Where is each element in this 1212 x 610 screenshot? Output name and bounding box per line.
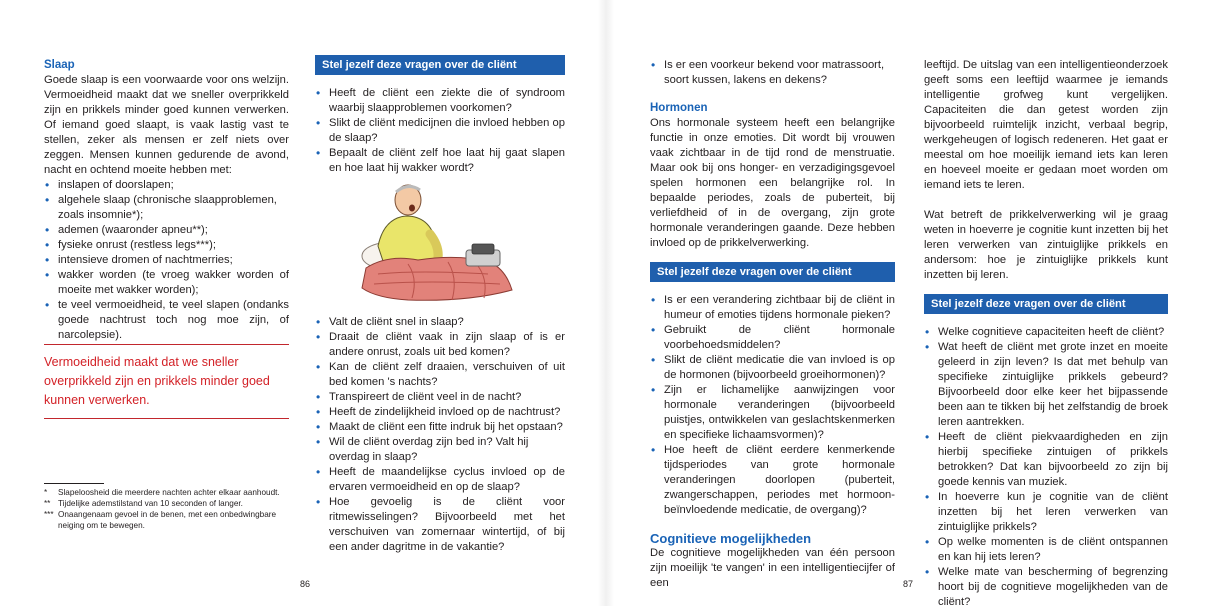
list-item: • intensieve dromen of nachtmerries; <box>44 253 289 268</box>
sleep-questions-bottom <box>315 315 565 555</box>
list-item: • ademen (waaronder apneu**); <box>44 223 289 238</box>
right-page-column-2 <box>924 58 1168 610</box>
questions-header-bar: Stel jezelf deze vragen over de cliënt <box>924 294 1168 314</box>
list-item: • Heeft de cliënt piekvaardigheden en zijn hierbij specifieke zintuigen of prikkels betrokken? Dat kan bijvoorbeeld zo zijn bij goede kennis van muziek. <box>924 430 1168 490</box>
list-item: • Gebruikt de cliënt hormonale voorbehoedsmiddelen? <box>650 323 895 353</box>
slaap-intro: Goede slaap is een voorwaarde voor ons welzijn. Vermoeidheid maakt dat we sneller overprikkeld zijn en prikkels minder goed kunnen verwerken. Of iemand goed slaapt, is vaak lastig vast te stellen, zeker als mensen er zelf niets over zeggen. Mensen kunnen gedurende de avond, nacht en ochtend moeite hebben met: <box>44 74 289 176</box>
list-item: • Hoe heeft de cliënt eerdere kenmerkende tijdsperiodes van grote hormonale veranderingen doorlopen (puberteit, zwangerschappen, periodes met hormoon-beïnvloedende medicatie, de overgang)? <box>650 443 895 518</box>
list-item: • Maakt de cliënt een fitte indruk bij het opstaan? <box>315 420 565 435</box>
hormonen-text: Ons hormonale systeem heeft een belangrijke functie in onze emoties. Dit wordt bij vrouwen vaak zichtbaar in de tijd rond de menstruatie. Maar ook bij ons honger- en verzadigingsgevoel spelen hormonen een belangrijke rol. In bepaalde periodes, zoals de puberteit, bij verliefdheid of in de overgang, zijn grote hormonale veranderingen gaande. Deze hebben invloed op de prikkelverwerking. <box>650 117 895 249</box>
sleeping-man-illustration <box>348 178 520 306</box>
footnote-text: Slapeloosheid die meerdere nachten achter elkaar aanhoudt. <box>58 488 280 497</box>
left-page-column-2 <box>315 55 565 176</box>
cognitie-text-1: leeftijd. De uitslag van een intelligentieonderzoek geeft soms een leeftijd waarmee je iemands intelligentie grofweg kunt vergelijken. Capaciteiten die dan getest worden zijn bijvoorbeeld ruimtelijk inzicht, verbaal begrip, werkgeheugen of logisch redeneren. Het gaat er meestal om hoe moeilijk iemand iets kan leren en hoeveel moeite er gedaan moet worden om iemand iets te leren. <box>924 59 1168 191</box>
list-item: • fysieke onrust (restless legs***); <box>44 238 289 253</box>
footnote-mark: * <box>44 488 48 497</box>
footnotes <box>44 483 289 531</box>
footnote <box>44 498 289 509</box>
footnote-mark: ** <box>44 499 51 508</box>
list-item: • Heeft de maandelijkse cyclus invloed op de ervaren vermoeidheid en op de slaap? <box>315 465 565 495</box>
list-item: • Draait de cliënt vaak in zijn slaap of is er andere onrust, zoals uit bed komen? <box>315 330 565 360</box>
footnote-text: Onaangenaam gevoel in de benen, met een onbedwingbare neiging om te bewegen. <box>58 510 277 530</box>
list-item: • Welke cognitieve capaciteiten heeft de cliënt? <box>924 325 1168 340</box>
page-number-right: 87 <box>903 579 914 589</box>
list-item: • inslapen of doorslapen; <box>44 178 289 193</box>
list-item: • algehele slaap (chronische slaapproblemen, zoals insomnie*); <box>44 193 289 223</box>
list-item: • Wil de cliënt overdag zijn bed in? Valt hij overdag in slaap? <box>315 435 565 465</box>
cognitieve-text: De cognitieve mogelijkheden van één persoon zijn moeilijk 'te vangen' in een intelligentiecijfer of een <box>650 547 895 589</box>
cognition-questions <box>924 325 1168 610</box>
list-item: • Op welke momenten is de cliënt ontspannen en kan hij iets leren? <box>924 535 1168 565</box>
footnote-text: Tijdelijke ademstilstand van 10 seconden of langer. <box>58 499 243 508</box>
list-item: • wakker worden (te vroeg wakker worden of moeite met wakker worden); <box>44 268 289 298</box>
right-page-column-1 <box>650 58 895 591</box>
sleep-questions-top <box>315 86 565 176</box>
list-item: • Transpireert de cliënt veel in de nacht? <box>315 390 565 405</box>
footnote <box>44 509 289 531</box>
book-gutter <box>598 0 614 606</box>
questions-header-bar: Stel jezelf deze vragen over de cliënt <box>650 262 895 282</box>
list-item: • Welke mate van bescherming of begrenzing hoort bij de cognitieve mogelijkheden van de cliënt? <box>924 565 1168 610</box>
hormone-questions <box>650 293 895 518</box>
section-heading-cognitieve: Cognitieve mogelijkheden <box>650 531 812 546</box>
list-item: • Slikt de cliënt medicatie die van invloed is op de hormonen (bijvoorbeeld groeihormonen)? <box>650 353 895 383</box>
pull-quote <box>44 344 289 419</box>
footnote <box>44 487 289 498</box>
left-page-column-2-bottom <box>315 315 565 555</box>
list-item: • Slikt de cliënt medicijnen die invloed hebben op de slaap? <box>315 116 565 146</box>
page-number-left: 86 <box>300 579 311 589</box>
quote-bottom-rule <box>44 418 289 419</box>
cognitie-text-2: Wat betreft de prikkelverwerking wil je graag weten in hoeverre je cognitie kunt inzetten bij het leren verwerken van zintuiglijke prikkels en andersom: hoe je zintuiglijke prikkels kunt inzetten bij leren. <box>924 209 1168 281</box>
left-page-column-1 <box>44 58 289 343</box>
list-item: • Is er een voorkeur bekend voor matrassoort, soort kussen, lakens en dekens? <box>650 58 895 88</box>
section-heading-hormonen: Hormonen <box>650 102 708 114</box>
list-item: • Zijn er lichamelijke aanwijzingen voor hormonale veranderingen (bijvoorbeeld puistjes, ontwikkelen van geslachtskenmerken en specifieke lichaamsvormen)? <box>650 383 895 443</box>
list-item: • Is er een verandering zichtbaar bij de cliënt in humeur of emoties tijdens hormonale pieken? <box>650 293 895 323</box>
list-item: • Bepaalt de cliënt zelf hoe laat hij gaat slapen en hoe laat hij wakker wordt? <box>315 146 565 176</box>
mattress-question <box>650 58 895 88</box>
footnote-rule <box>44 483 104 484</box>
footnote-mark: *** <box>44 510 54 519</box>
list-item: • te veel vermoeidheid, te veel slapen (ondanks goede nachtrust toch nog moe zijn, of narcolepsie). <box>44 298 289 343</box>
list-item: • Valt de cliënt snel in slaap? <box>315 315 565 330</box>
list-item: • Kan de cliënt zelf draaien, verschuiven of uit bed komen 's nachts? <box>315 360 565 390</box>
list-item: • Hoe gevoelig is de cliënt voor ritmewisselingen? Bijvoorbeeld met het verschuiven van zomernaar wintertijd, of bij een ander dagritme in de vakantie? <box>315 495 565 555</box>
slaap-list <box>44 178 289 343</box>
section-heading-slaap: Slaap <box>44 59 75 71</box>
list-item: • Heeft de zindelijkheid invloed op de nachtrust? <box>315 405 565 420</box>
quote-text: Vermoeidheid maakt dat we sneller overprikkeld zijn en prikkels minder goed kunnen verwerken. <box>44 355 270 407</box>
list-item: • Wat heeft de cliënt met grote inzet en moeite geleerd in zijn leven? Is dat met behulp van specifieke zintuiglijke prikkels gebeurd? Bijvoorbeeld door elke keer het bijpassende been aan te tikken bij het zelfstandig de broek leren aantrekken. <box>924 340 1168 430</box>
list-item: • In hoeverre kun je cognitie van de cliënt inzetten bij het leren verwerken van zintuiglijke prikkels? <box>924 490 1168 535</box>
list-item: • Heeft de cliënt een ziekte die of syndroom waarbij slaapproblemen voorkomen? <box>315 86 565 116</box>
questions-header-bar: Stel jezelf deze vragen over de cliënt <box>315 55 565 75</box>
